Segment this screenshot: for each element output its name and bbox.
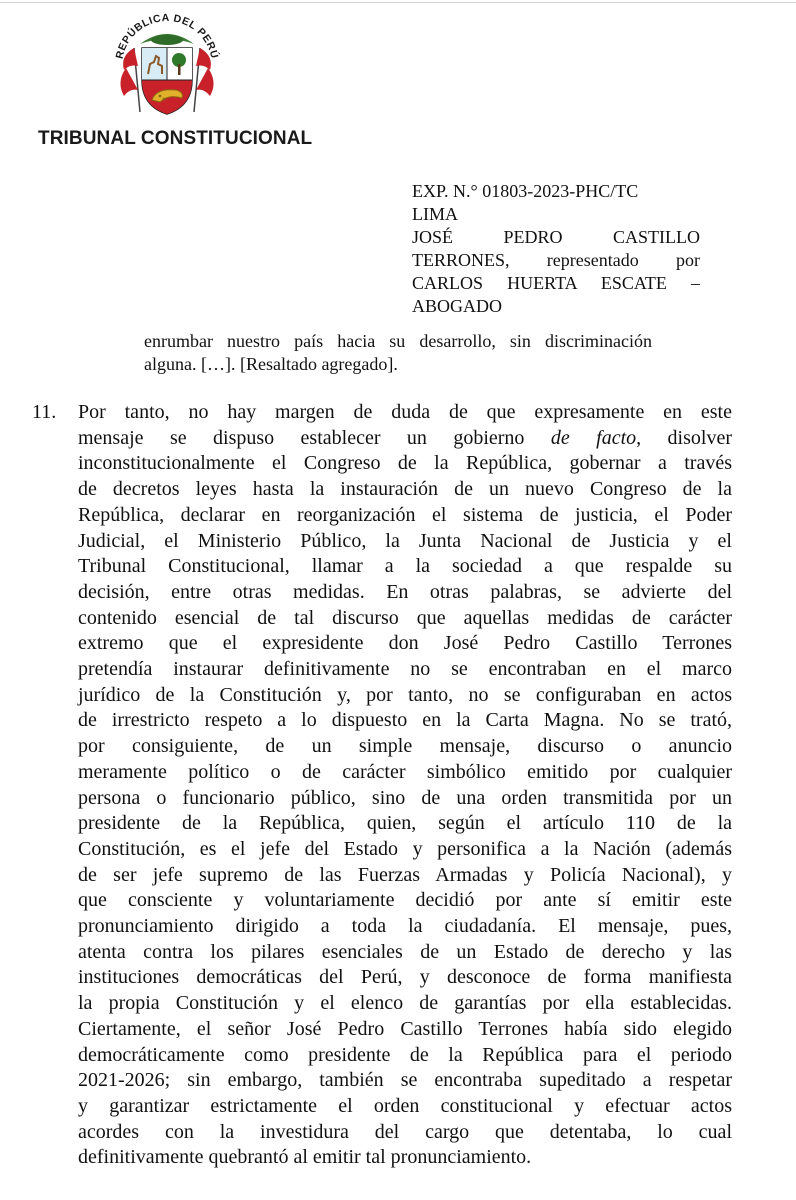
paragraph-line: que consciente y voluntariamente decidió por ante sí emitir este [78,889,732,912]
quote-line: enrumbar nuestro país hacia su desarrollo, sin discriminación [144,331,652,351]
peru-coat-of-arms-seal [104,4,230,124]
paragraph-line: decisión, entre otras medidas. En otras palabras, se advierte del [78,580,732,603]
paragraph-line: y garantizar estrictamente el orden constitucional y efectuar actos [78,1094,732,1117]
case-city: LIMA [412,204,458,224]
paragraph-line: pretendía instaurar definitivamente no se encontraban en el marco [78,658,732,681]
paragraph-line: de ser jefe supremo de las Fuerzas Armadas y Policía Nacional), y [78,863,732,886]
paragraph-line: jurídico de la Constitución y, por tanto, no se configuraban en actos [78,683,732,706]
paragraph-line: por consiguiente, de un simple mensaje, discurso o anuncio [78,735,732,758]
paragraph-line: 2021-2026; sin embargo, también se encontraba supeditado a respetar [78,1069,732,1092]
paragraph-line: Por tanto, no hay margen de duda de que expresamente en este [78,401,732,423]
quote-line: alguna. […]. [Resaltado agregado]. [144,354,398,374]
paragraph-line: meramente político o de carácter simbólico emitido por cualquier [78,760,732,783]
case-party-line: CARLOS HUERTA ESCATE – [412,273,700,293]
paragraph-line: Ciertamente, el señor José Pedro Castillo Terrones había sido elegido [78,1017,732,1040]
paragraph-line: definitivamente quebrantó al emitir tal pronunciamiento. [78,1146,532,1169]
paragraph-line: persona o funcionario público, sino de una orden transmitida por un [78,786,732,809]
paragraph-line: presidente de la República, quien, según el artículo 110 de la [78,812,732,835]
paragraph-line: democráticamente como presidente de la República para el periodo [78,1043,732,1066]
case-number: EXP. N.° 01803-2023-PHC/TC [412,181,639,201]
case-party-line: TERRONES, representado por [412,250,700,270]
quoted-text-ending [144,330,652,376]
paragraph-line: la propia Constitución y el elenco de garantías por ella establecidas. [78,992,732,1015]
case-party-line: JOSÉ PEDRO CASTILLO [412,227,700,247]
paragraph-line: inconstitucionalmente el Congreso de la República, gobernar a través [78,452,732,475]
line-segment: mensaje se dispuso establecer un gobierno [78,426,551,449]
paragraph-line: extremo que el expresidente don José Pedro Castillo Terrones [78,632,732,655]
svg-text:REPÚBLICA DEL PERÚ: REPÚBLICA DEL PERÚ [113,11,221,60]
paragraph-line: atenta contra los pilares esenciales de un Estado de derecho y las [78,940,732,963]
case-reference-block [412,180,700,318]
italic-phrase: de facto [550,426,637,449]
paragraph-line: Judicial, el Ministerio Público, la Junta Nacional de Justicia y el [78,529,732,552]
paragraph-line: acordes con la investidura del cargo que detentaba, lo cual [78,1120,732,1143]
institution-name: TRIBUNAL CONSTITUCIONAL [38,128,313,149]
paragraph-line [78,426,732,452]
top-divider [0,2,796,3]
paragraph-line: de decretos leyes hasta la instauración de un nuevo Congreso de la [78,478,732,501]
paragraph-line: contenido esencial de tal discurso que aquellas medidas de carácter [78,606,732,629]
case-party-line: ABOGADO [412,296,502,316]
paragraph-line: pronunciamiento dirigido a toda la ciudadanía. El mensaje, pues, [78,915,732,938]
line-segment: , disolver [636,426,732,449]
paragraph-line: República, declarar en reorganización el sistema de justicia, el Poder [78,503,732,526]
paragraph-line: de irrestricto respeto a lo dispuesto en la Carta Magna. No se trató, [78,709,732,732]
paragraph-line: Tribunal Constitucional, llamar a la sociedad a que respalde su [78,555,732,578]
paragraph-line: Constitución, es el jefe del Estado y personifica a la Nación (además [78,837,732,860]
paragraph-body [78,400,732,1171]
paragraph-line: instituciones democráticas del Perú, y desconoce de forma manifiesta [78,966,732,989]
paragraph-number: 11. [32,401,57,423]
